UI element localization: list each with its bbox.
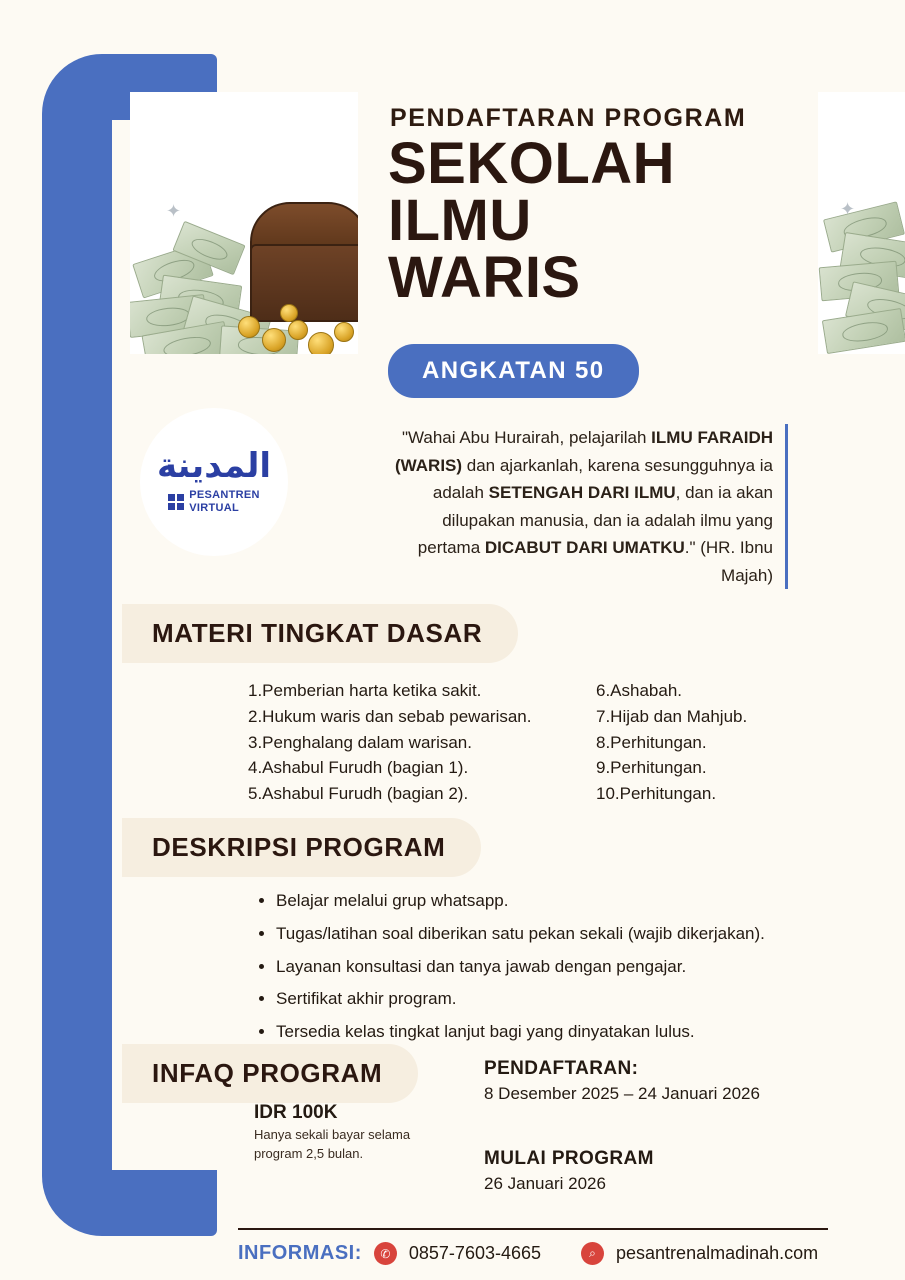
quote-part-3: , dan ia akan dilupakan manusia, dan ia adalah ilmu yang pertama [417, 483, 773, 558]
footer-phone[interactable]: 0857-7603-4665 [408, 1243, 542, 1263]
treasure-photo [130, 92, 358, 354]
list-item: • Layanan konsultasi dan tanya jawab dengan pengajar. [276, 954, 858, 980]
list-item: 5.Ashabul Furudh (bagian 2). [248, 784, 469, 804]
quote-part-2: dan ajarkanlah, karena sesungguhnya ia adalah [432, 455, 773, 503]
footer-label: INFORMASI: [238, 1242, 362, 1264]
list-item: • Tugas/latihan soal diberikan satu pekan sekali (wajib dikerjakan). [276, 921, 858, 947]
hadith-quote [388, 424, 788, 589]
quote-bold-1: ILMU FARAIDH (WARIS) [395, 428, 773, 475]
list-item: 2.Hukum waris dan sebab pewarisan. [248, 706, 532, 726]
deskripsi-list [258, 888, 858, 1052]
start-program-heading: MULAI PROGRAM [484, 1148, 654, 1169]
list-item: 9.Perhitungan. [596, 758, 707, 778]
batch-badge: ANGKATAN 50 [388, 344, 639, 398]
list-item: 10.Perhitungan. [596, 784, 717, 804]
sparkle-icon-right: ✦ [840, 199, 856, 219]
money-scene-right [818, 92, 905, 354]
footer-website[interactable]: pesantrenalmadinah.com [616, 1243, 819, 1263]
logo-name-line-1: PESANTREN [189, 489, 260, 502]
list-item: 4.Ashabul Furudh (bagian 1). [248, 758, 469, 778]
list-item: 8.Perhitungan. [596, 732, 707, 752]
start-program-date: 26 Januari 2026 [484, 1174, 606, 1193]
logo-name-line-2: VIRTUAL [189, 502, 239, 514]
list-item: 7.Hijab dan Mahjub. [596, 706, 748, 726]
list-item: 1.Pemberian harta ketika sakit. [248, 681, 482, 700]
phone-icon: ✆ [374, 1242, 397, 1265]
list-item: 6.Ashabah. [596, 681, 683, 700]
materi-column-2 [596, 678, 747, 807]
materi-column-1 [248, 678, 531, 807]
infaq-price: IDR 100K [254, 1102, 338, 1123]
globe-icon: ⌕ [581, 1242, 604, 1265]
registration-heading: PENDAFTARAN: [484, 1058, 639, 1079]
list-item: • Sertifikat akhir program. [276, 986, 858, 1012]
title-line-3: WARIS [388, 244, 581, 310]
section-title-deskripsi: DESKRIPSI PROGRAM [122, 818, 481, 877]
registration-dates: 8 Desember 2025 – 24 Januari 2026 [484, 1084, 760, 1103]
quote-part-1: "Wahai Abu Hurairah, pelajarilah [401, 428, 652, 447]
money-photo-right [818, 92, 905, 354]
logo [140, 408, 288, 556]
page-title [388, 131, 676, 310]
quote-bold-2: SETENGAH DARI ILMU [488, 483, 676, 503]
logo-squares-icon [168, 494, 184, 510]
list-item: • Tersedia kelas tingkat lanjut bagi yang dinyatakan lulus. [276, 1019, 858, 1045]
quote-bold-3: DICABUT DARI UMATKU [484, 538, 685, 558]
money-scene [130, 92, 358, 354]
sparkle-icon: ✦ [166, 201, 182, 221]
program-kicker: PENDAFTARAN PROGRAM [390, 104, 747, 132]
list-item: 3.Penghalang dalam warisan. [248, 732, 472, 752]
quote-part-4: ." (HR. Ibnu Majah) [684, 538, 773, 585]
title-line-1: SEKOLAH [388, 131, 676, 196]
section-title-materi: MATERI TINGKAT DASAR [122, 604, 518, 663]
logo-wordmark [168, 489, 260, 514]
logo-arabic-text: المدينة [156, 446, 272, 487]
title-line-2: ILMU [388, 187, 532, 253]
footer-contact [238, 1242, 818, 1265]
footer-divider [238, 1228, 828, 1230]
infaq-note: Hanya sekali bayar selama program 2,5 bulan. [254, 1127, 411, 1161]
logo-name [189, 489, 260, 514]
section-title-infaq: INFAQ PROGRAM [122, 1044, 418, 1103]
list-item: • Belajar melalui grup whatsapp. [276, 888, 858, 914]
